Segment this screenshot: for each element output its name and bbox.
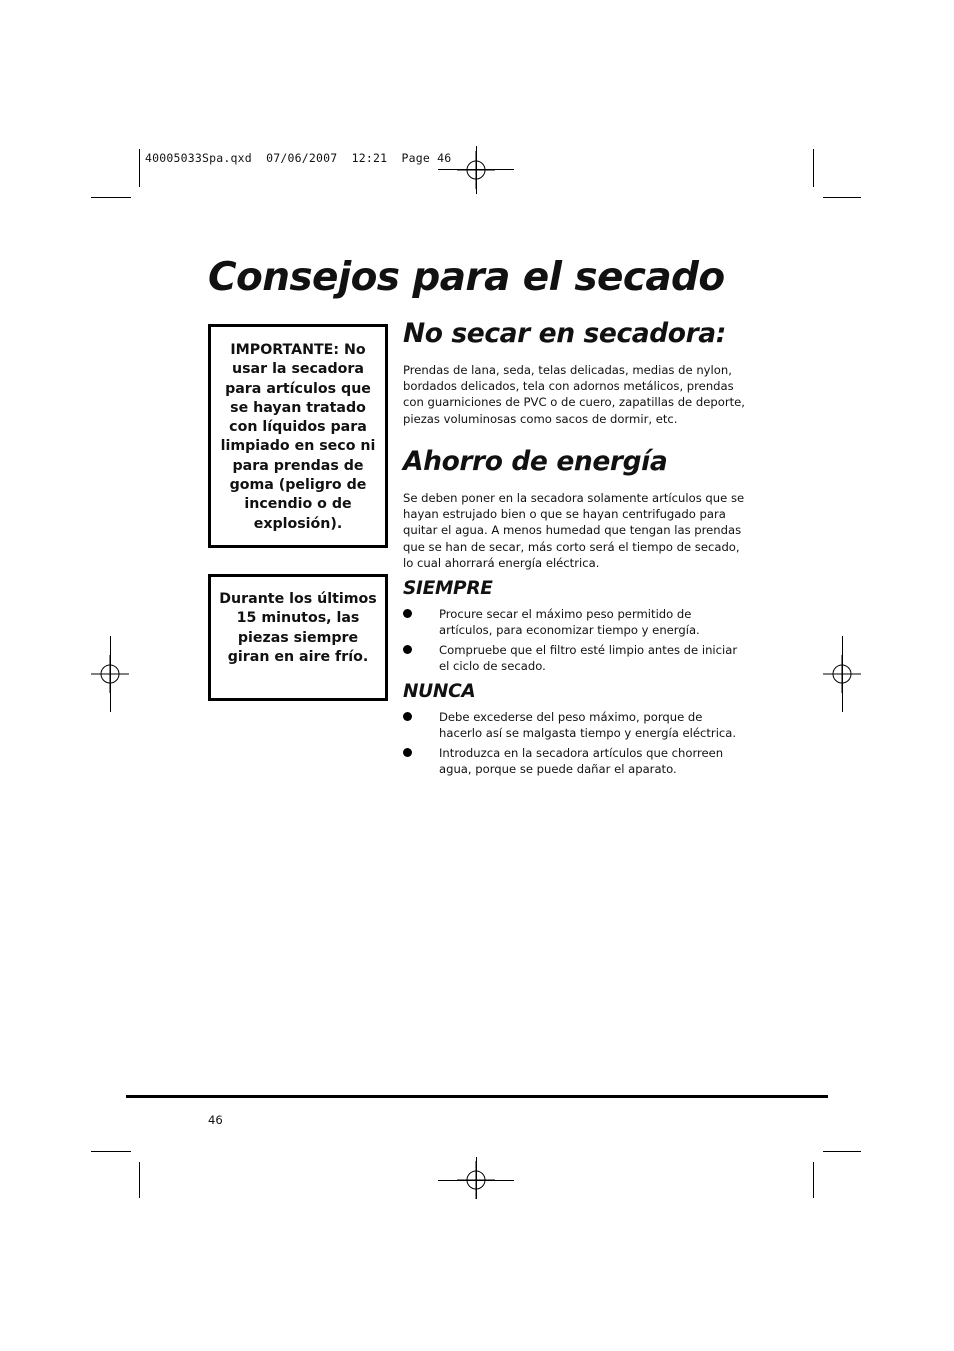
crop-mark: [91, 1151, 131, 1152]
crop-mark: [139, 149, 140, 187]
bullet-dot-icon: [403, 712, 412, 721]
nunca-heading: NUNCA: [403, 681, 476, 702]
crop-mark: [438, 1180, 514, 1181]
no-secar-heading: No secar en secadora:: [403, 318, 726, 349]
list-item-text: Debe excederse del peso máximo, porque de hacerlo así se malgasta tiempo y energía eléctrica.: [439, 710, 737, 741]
bullet-dot-icon: [403, 609, 412, 618]
list-item: [403, 709, 748, 741]
siempre-list: [403, 606, 748, 678]
crop-mark: [91, 197, 131, 198]
bullet-dot-icon: [403, 748, 412, 757]
bullet-dot-icon: [403, 645, 412, 654]
page-title: Consejos para el secado: [208, 255, 725, 300]
crop-mark: [842, 636, 843, 712]
print-slug: 40005033Spa.qxd 07/06/2007 12:21 Page 46: [145, 151, 452, 165]
ahorro-text: Se deben poner en la secadora solamente artículos que se hayan estrujado bien o que se hayan centrifugado para quitar el agua. A menos humedad que tengan las prendas que se han de secar, más corto será el tiempo de secado, lo cual ahorrará energía eléctrica.: [403, 491, 745, 570]
crop-mark: [110, 636, 111, 712]
list-item-text: Introduzca en la secadora artículos que chorreen agua, porque se puede dañar el aparato.: [439, 745, 724, 777]
cool-down-note-text: Durante los últimos 15 minutos, las piezas siempre giran en aire frío.: [219, 591, 377, 665]
crop-mark: [139, 1162, 140, 1198]
ahorro-heading: Ahorro de energía: [403, 446, 668, 477]
crop-mark: [823, 1151, 861, 1152]
list-item-text: Procure secar el máximo peso permitido de artículos, para economizar tiempo y energía.: [439, 607, 700, 638]
list-item: [403, 642, 748, 674]
nunca-list: [403, 709, 748, 781]
footer-rule: [126, 1095, 828, 1098]
page-number: 46: [208, 1113, 223, 1127]
crop-mark: [476, 146, 477, 194]
crop-mark: [823, 197, 861, 198]
crop-mark: [476, 1157, 477, 1199]
cool-down-note-box: [208, 574, 388, 701]
list-item: [403, 745, 748, 777]
siempre-heading: SIEMPRE: [403, 578, 493, 599]
list-item: [403, 606, 748, 638]
important-warning-box: [208, 324, 388, 548]
crop-mark: [813, 1162, 814, 1198]
crop-mark: [813, 149, 814, 187]
list-item-text: Compruebe que el filtro esté limpio antes de iniciar el ciclo de secado.: [439, 642, 738, 674]
crop-mark: [438, 169, 514, 170]
no-secar-text: Prendas de lana, seda, telas delicadas, medias de nylon, bordados delicados, tela con adornos metálicos, prendas con guarniciones de PVC o de cuero, zapatillas de deporte, piezas voluminosas como sacos de dormir, etc.: [403, 363, 745, 426]
important-warning-text: IMPORTANTE: No usar la secadora para artículos que se hayan tratado con líquidos para limpiado en seco ni para prendas de goma (peligro de incendio o de explosión).: [220, 342, 376, 532]
